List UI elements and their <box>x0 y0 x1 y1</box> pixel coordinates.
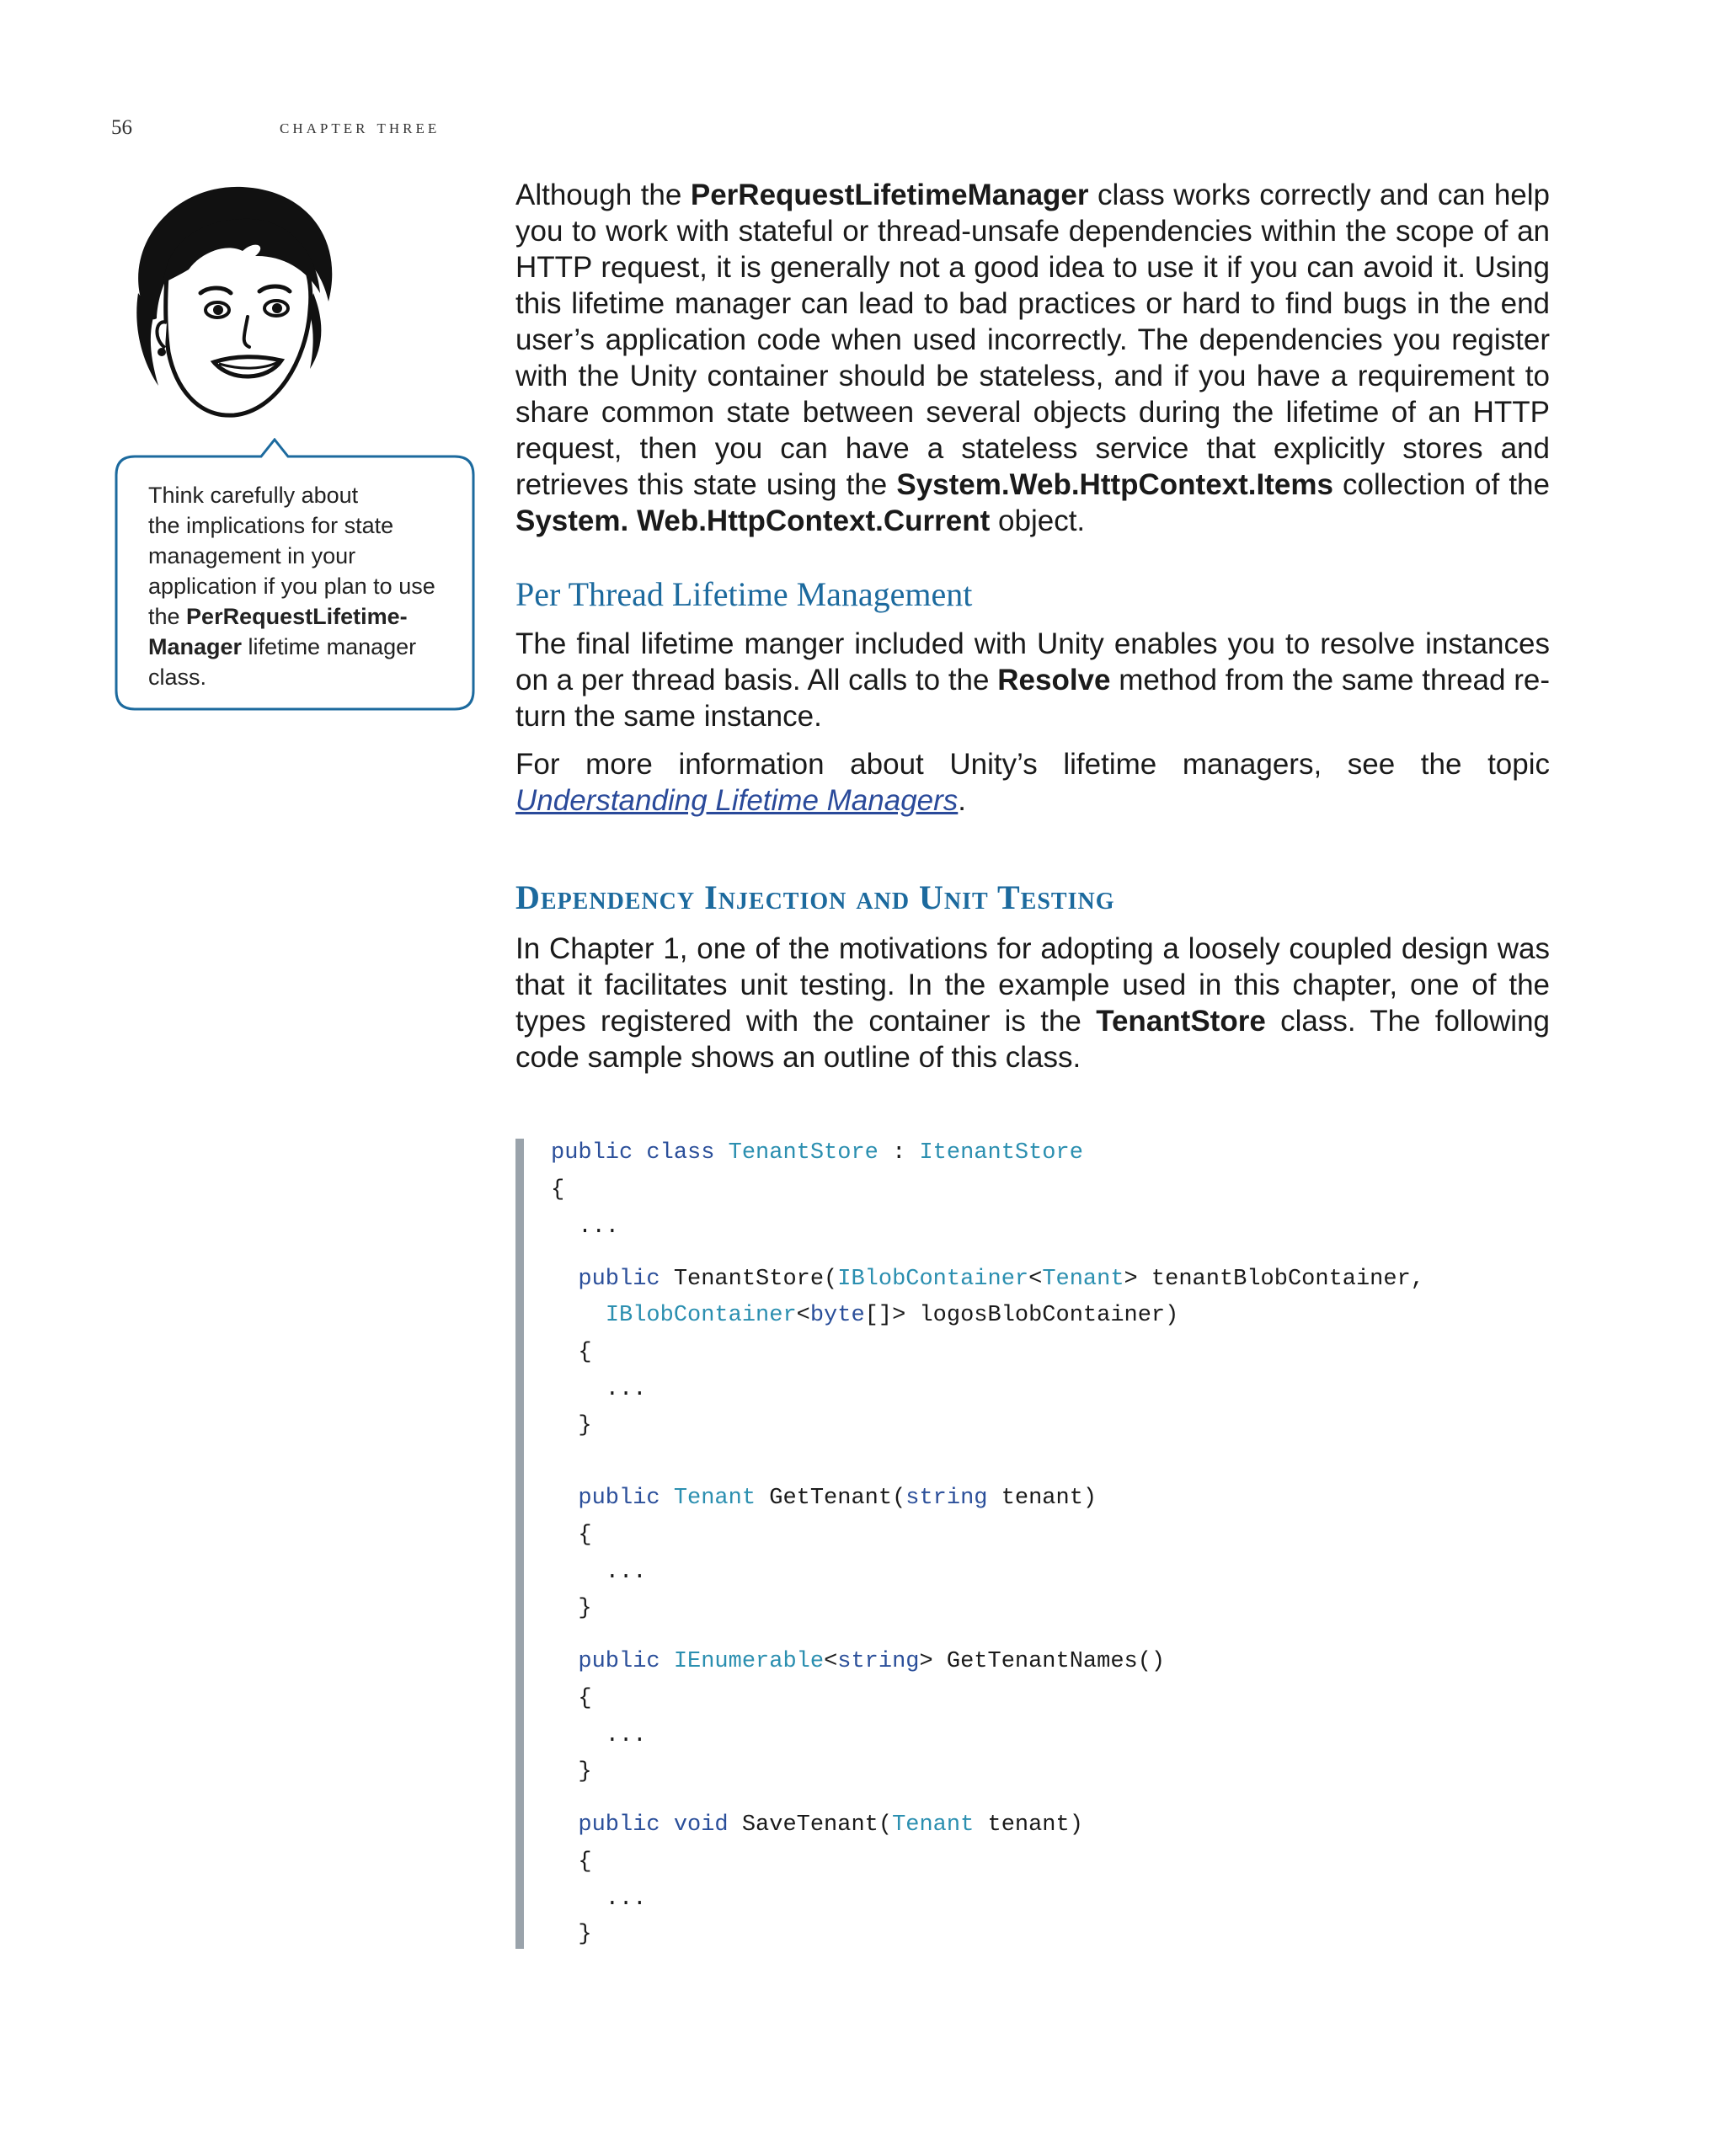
code-token <box>551 1486 578 1511</box>
code-line: { <box>551 1177 565 1203</box>
code-token: IEnumerable <box>673 1649 825 1674</box>
code-token: > GetTenantNames() <box>919 1649 1166 1674</box>
code-line: } <box>551 1922 592 1947</box>
text-span: In Chapter 1, one of the motivations for adopting a loosely coupled design was that it facilitates unit testing. In the example used in this chapter, one of the types registered with the container is the <box>515 932 1550 1038</box>
code-token: GetTenant( <box>756 1486 906 1511</box>
code-token: TenantStore( <box>660 1267 838 1292</box>
code-line <box>551 1484 1097 1513</box>
code-accent-bar <box>515 1139 524 1949</box>
code-line: { <box>551 1340 592 1365</box>
section-heading-di-unit-testing: Dependency Injection and Unit Testing <box>515 878 1115 916</box>
code-token <box>551 1649 578 1674</box>
text-span: The final lifetime manger included with Unity enables you to resolve instances on a per thread basis. All calls to the <box>515 627 1550 696</box>
code-line: } <box>551 1759 592 1785</box>
callout-class-name: Manager <box>148 634 243 659</box>
text-span: For more information about Unity’s lifetime managers, see the topic <box>515 748 1550 781</box>
margin-note-callout <box>109 438 480 724</box>
bold-term: TenantStore <box>1096 1005 1266 1038</box>
code-token <box>551 1267 578 1292</box>
code-line: { <box>551 1523 592 1548</box>
code-token: Tenant <box>1042 1267 1124 1292</box>
main-content <box>515 177 1550 1087</box>
code-line <box>551 1647 1165 1676</box>
paragraph-per-request <box>515 177 1550 539</box>
code-token: < <box>824 1649 838 1674</box>
callout-text-span: the <box>148 604 187 629</box>
paragraph-unit-testing <box>515 931 1550 1075</box>
callout-line: class. <box>148 664 207 690</box>
code-token: : <box>878 1140 920 1166</box>
code-line: ... <box>551 1214 620 1240</box>
callout-class-name: PerRequestLifetime- <box>186 604 408 629</box>
code-token: tenant) <box>974 1812 1083 1838</box>
text-span: object. <box>990 504 1086 537</box>
bold-term: PerRequestLifetimeManager <box>690 179 1089 211</box>
text-span: Although the <box>515 179 691 211</box>
code-line <box>551 1301 1178 1330</box>
code-token: public <box>578 1267 660 1292</box>
text-span: . <box>958 784 967 817</box>
code-token: IBlobContainer <box>605 1303 797 1328</box>
code-token: string <box>837 1649 920 1674</box>
bold-term: Resolve <box>997 664 1111 696</box>
callout-line: application if you plan to use <box>148 574 435 599</box>
callout-text <box>148 480 468 692</box>
text-span: collection of the <box>1332 468 1550 501</box>
code-line <box>551 1139 1083 1167</box>
chapter-title: chapter three <box>280 116 441 138</box>
code-token: public <box>578 1649 660 1674</box>
code-token: string <box>905 1486 988 1511</box>
woman-face-icon <box>108 175 360 428</box>
code-token: public void <box>578 1812 729 1838</box>
callout-line <box>148 632 468 662</box>
paragraph-per-thread <box>515 626 1550 734</box>
code-token: Tenant <box>673 1486 756 1511</box>
code-token: > tenantBlobContainer, <box>1124 1267 1424 1292</box>
code-token: IBlobContainer <box>837 1267 1029 1292</box>
code-line: { <box>551 1849 592 1875</box>
callout-line: the implications for state <box>148 513 394 538</box>
subheading-per-thread: Per Thread Lifetime Management <box>515 575 973 613</box>
code-line: } <box>551 1596 592 1621</box>
code-token <box>551 1303 606 1328</box>
code-token: public <box>578 1486 660 1511</box>
code-line: ... <box>551 1377 647 1402</box>
code-token: < <box>1028 1267 1043 1292</box>
code-token <box>714 1140 728 1166</box>
bold-term: System.Web.HttpContext.Items <box>896 468 1333 501</box>
code-token <box>660 1486 674 1511</box>
code-token: public class <box>551 1140 715 1166</box>
code-token: < <box>796 1303 810 1328</box>
code-line <box>551 1265 1424 1294</box>
code-token <box>660 1649 674 1674</box>
code-token: ItenantStore <box>919 1140 1083 1166</box>
code-token: Tenant <box>892 1812 975 1838</box>
code-line: } <box>551 1413 592 1438</box>
code-token: SaveTenant( <box>728 1812 893 1838</box>
bold-term: System. Web.HttpContext.Current <box>515 504 991 537</box>
code-line: ... <box>551 1560 647 1585</box>
page-number: 56 <box>111 116 132 139</box>
callout-line <box>148 601 468 632</box>
code-token: byte <box>809 1303 865 1328</box>
callout-line: Think carefully about <box>148 483 359 508</box>
code-line <box>551 1811 1083 1839</box>
callout-text-span: lifetime manager <box>242 634 417 659</box>
text-span: class works correctly and can help you to work with stateful or thread-unsafe dependencies within the scope of an HTTP request, it is generally not a good idea to use it if you can avoid it. Using this lifetime manager can lead to bad practices or hard to find bugs in the end user’s application code when used incorrectly. The dependencies you register with the Unity container should be stateless, and if you have a requirement to share common state between several objects during the lifetime of an HTTP request, then you can have a stateless service that explicitly stores and retrieves this state using the <box>515 179 1550 501</box>
code-token: tenant) <box>987 1486 1097 1511</box>
code-sample <box>515 1139 1526 1949</box>
text-span: class. The following code sample shows an outline of this class. <box>515 1005 1551 1074</box>
code-token: []> logosBlobContainer) <box>864 1303 1179 1328</box>
code-token <box>551 1812 578 1838</box>
code-line: { <box>551 1686 592 1711</box>
lifetime-managers-link[interactable]: Understanding Lifetime Managers <box>515 784 959 817</box>
code-line: ... <box>551 1723 647 1748</box>
text-span: method from the same thread return the same instance. <box>515 664 1551 733</box>
callout-line: management in your <box>148 543 356 568</box>
paragraph-more-info <box>515 746 1550 819</box>
code-line: ... <box>551 1886 647 1912</box>
code-token: TenantStore <box>728 1140 879 1166</box>
